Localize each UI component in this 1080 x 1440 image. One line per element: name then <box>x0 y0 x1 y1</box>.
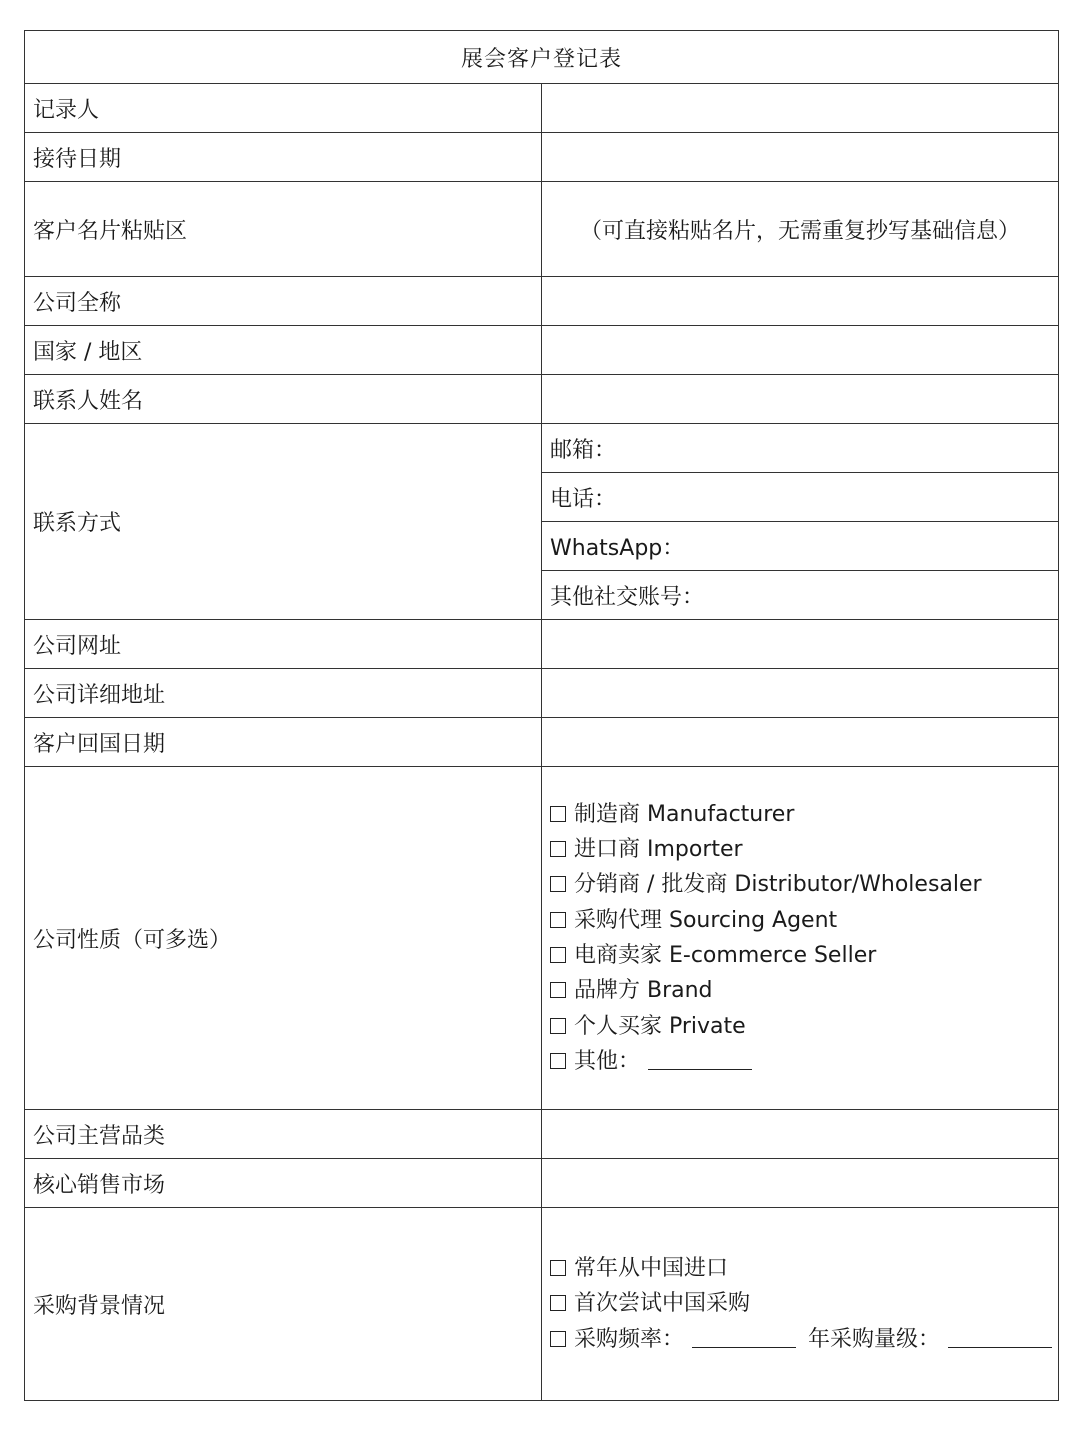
form-title: 展会客户登记表 <box>25 31 1059 84</box>
field-contact-name[interactable] <box>542 375 1059 424</box>
checkbox-icon[interactable] <box>550 1018 566 1034</box>
checkbox-icon[interactable] <box>550 1331 566 1347</box>
label-company-type: 公司性质（可多选） <box>25 767 542 1110</box>
field-core-market[interactable] <box>542 1159 1059 1208</box>
label-website: 公司网址 <box>25 620 542 669</box>
option-frequency[interactable]: 采购频率： 年采购量级： <box>550 1322 1050 1357</box>
field-website[interactable] <box>542 620 1059 669</box>
volume-blank[interactable] <box>948 1327 1052 1348</box>
label-purchase-background: 采购背景情况 <box>25 1208 542 1401</box>
label-country: 国家 / 地区 <box>25 326 542 375</box>
label-contact-name: 联系人姓名 <box>25 375 542 424</box>
option-first-try[interactable]: 首次尝试中国采购 <box>550 1286 1050 1321</box>
field-address[interactable] <box>542 669 1059 718</box>
field-reception-date[interactable] <box>542 133 1059 182</box>
label-reception-date: 接待日期 <box>25 133 542 182</box>
option-manufacturer[interactable]: 制造商 Manufacturer <box>550 797 1050 832</box>
checkbox-icon[interactable] <box>550 947 566 963</box>
checkbox-icon[interactable] <box>550 982 566 998</box>
purchase-background-options <box>542 1208 1059 1401</box>
checkbox-icon[interactable] <box>550 806 566 822</box>
option-regular-import[interactable]: 常年从中国进口 <box>550 1251 1050 1286</box>
checkbox-icon[interactable] <box>550 1260 566 1276</box>
field-other-social[interactable]: 其他社交账号： <box>542 571 1059 620</box>
label-address: 公司详细地址 <box>25 669 542 718</box>
blank-line[interactable] <box>648 1049 752 1070</box>
company-type-options <box>542 767 1059 1110</box>
checkbox-icon[interactable] <box>550 841 566 857</box>
option-private[interactable]: 个人买家 Private <box>550 1009 1050 1044</box>
field-country[interactable] <box>542 326 1059 375</box>
option-ecommerce-seller[interactable]: 电商卖家 E-commerce Seller <box>550 938 1050 973</box>
option-importer[interactable]: 进口商 Importer <box>550 832 1050 867</box>
field-phone[interactable]: 电话： <box>542 473 1059 522</box>
label-recorder: 记录人 <box>25 84 542 133</box>
label-contact-method: 联系方式 <box>25 424 542 620</box>
option-sourcing-agent[interactable]: 采购代理 Sourcing Agent <box>550 903 1050 938</box>
field-return-date[interactable] <box>542 718 1059 767</box>
label-card-area: 客户名片粘贴区 <box>25 182 542 277</box>
label-main-category: 公司主营品类 <box>25 1110 542 1159</box>
label-return-date: 客户回国日期 <box>25 718 542 767</box>
checkbox-icon[interactable] <box>550 876 566 892</box>
checkbox-icon[interactable] <box>550 912 566 928</box>
field-company-name[interactable] <box>542 277 1059 326</box>
label-company-name: 公司全称 <box>25 277 542 326</box>
label-core-market: 核心销售市场 <box>25 1159 542 1208</box>
checkbox-icon[interactable] <box>550 1295 566 1311</box>
checkbox-icon[interactable] <box>550 1053 566 1069</box>
option-other[interactable]: 其他： <box>550 1044 1050 1079</box>
card-paste-note: （可直接粘贴名片，无需重复抄写基础信息） <box>542 182 1059 277</box>
field-email[interactable]: 邮箱： <box>542 424 1059 473</box>
field-recorder[interactable] <box>542 84 1059 133</box>
option-brand[interactable]: 品牌方 Brand <box>550 973 1050 1008</box>
field-whatsapp[interactable]: WhatsApp： <box>542 522 1059 571</box>
option-distributor[interactable]: 分销商 / 批发商 Distributor/Wholesaler <box>550 867 1050 902</box>
registration-form <box>24 30 1059 1401</box>
field-main-category[interactable] <box>542 1110 1059 1159</box>
frequency-blank[interactable] <box>692 1327 796 1348</box>
